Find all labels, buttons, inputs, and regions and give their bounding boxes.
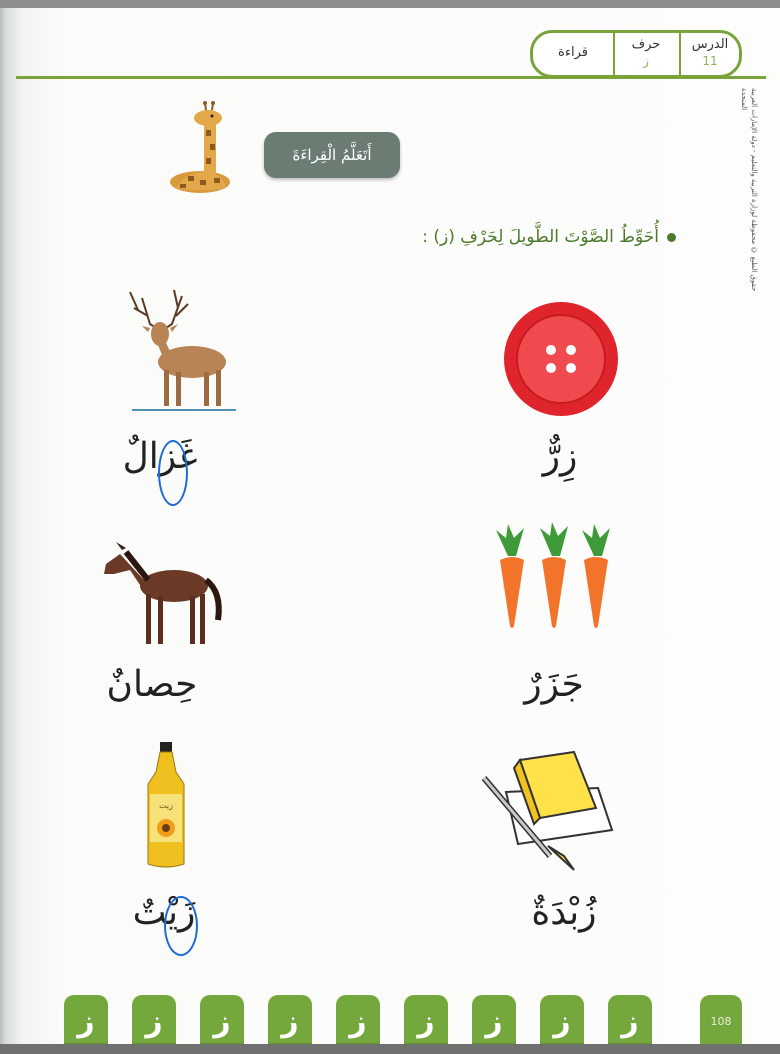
letter-tile: ز (132, 995, 176, 1047)
lesson-cell (681, 33, 739, 75)
page-number: 108 (700, 995, 742, 1047)
header-rule (16, 76, 766, 79)
letter-label: حرف (631, 37, 661, 52)
letter-tile: ز (472, 995, 516, 1047)
letter-tile: ز (200, 995, 244, 1047)
bottom-edge (0, 1044, 780, 1054)
lesson-number: 11 (702, 54, 718, 68)
horse-image (100, 540, 226, 650)
oil-bottle-image (144, 742, 188, 870)
word-butter: زُبْدَةٌ (531, 892, 597, 933)
button-image (502, 300, 620, 418)
lesson-label: الدرس (691, 37, 729, 52)
word-horse: حِصانٌ (106, 664, 198, 705)
circle-mark (158, 440, 188, 506)
carrots-image (486, 520, 614, 632)
letter-tile: ز (404, 995, 448, 1047)
letter-tile: ز (608, 995, 652, 1047)
letter-tile: ز (268, 995, 312, 1047)
instruction-line (396, 224, 676, 250)
word-carrots: جَزَرٌ (524, 664, 584, 705)
letter-value: ز (643, 54, 649, 68)
deer-image (112, 290, 242, 414)
lesson-info-box (530, 30, 742, 78)
section-label: قراءة (558, 45, 588, 60)
letter-cell (615, 33, 677, 75)
section-cell (533, 33, 613, 75)
letter-tile: ز (336, 995, 380, 1047)
butter-image (478, 738, 618, 874)
word-deer: غَزالٌ (122, 436, 198, 477)
copyright-note: حقوق الطبع © محفوظة لوزارة التربية والتعليم - دولة الإمارات العربية المتحدة (740, 88, 758, 292)
instruction-text: أُحَوِّطُ الصَّوْتَ الطَّويلَ لِحَرْفِ (ز) : (422, 227, 659, 247)
lesson-title-badge: أَتَعَلَّمُ الْقِراءَةَ (264, 132, 400, 178)
top-edge (0, 0, 780, 8)
divider (613, 33, 615, 75)
bottle-label: زيت (159, 801, 173, 810)
divider (679, 33, 681, 75)
circle-mark (164, 896, 198, 956)
letter-tile: ز (64, 995, 108, 1047)
giraffe-image (160, 100, 240, 196)
word-button: زِرٌّ (542, 436, 578, 477)
letter-tile: ز (540, 995, 584, 1047)
word-oil: زَيْتٌ (132, 892, 196, 933)
bullet-icon (667, 233, 676, 242)
